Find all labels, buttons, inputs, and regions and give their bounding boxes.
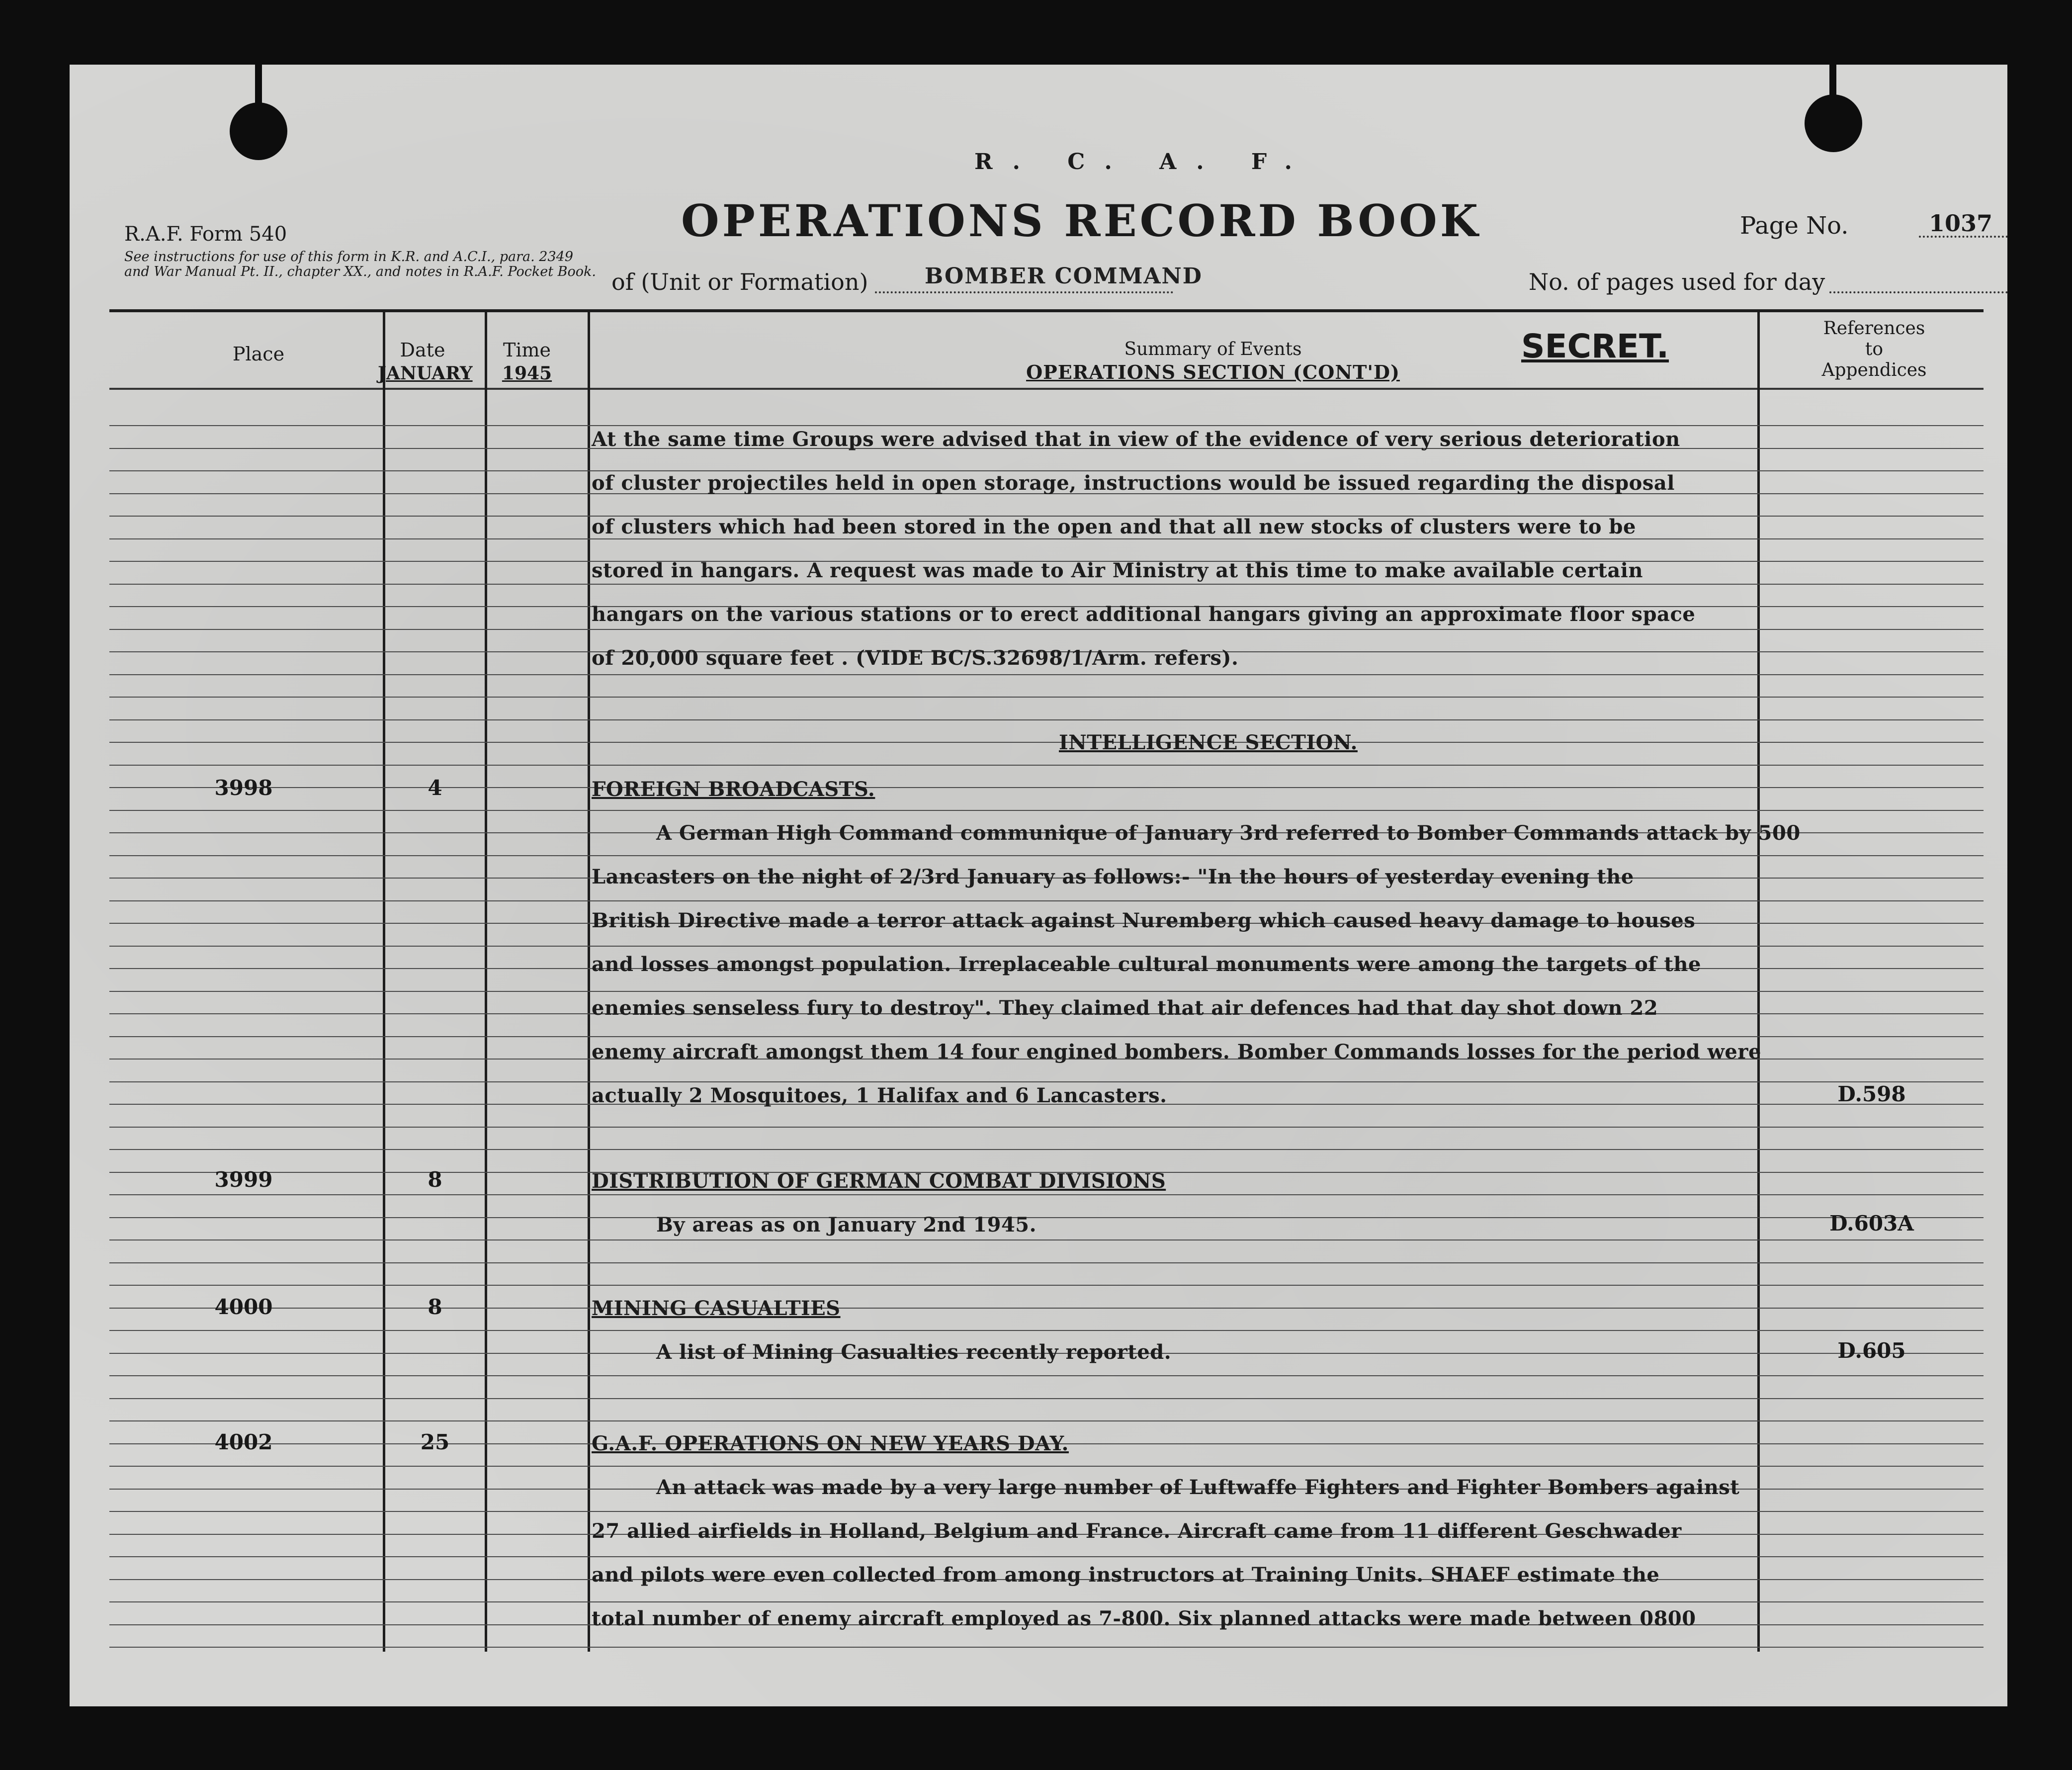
entry-line: A German High Command communique of January 3rd referred to Bomber Commands attack by 500 [656,821,1801,845]
entry-reference: D.605 [1837,1338,1906,1363]
column-header-time: Time [503,339,551,361]
entry-line: By areas as on January 2nd 1945. [656,1213,1037,1237]
entry-place: 4002 [214,1430,273,1454]
column-header-date-month: JANUARY [378,363,473,384]
column-header-summary: Summary of Events [1124,339,1302,359]
ruled-line [109,742,1984,743]
entry-heading: DISTRIBUTION OF GERMAN COMBAT DIVISIONS [592,1169,1166,1193]
unit-label: of (Unit or Formation) [611,268,868,295]
ruled-line [109,1285,1984,1286]
pages-used-dotted-line [1829,291,2007,293]
summary-line: of cluster projectiles held in open storage, instructions would be issued regarding the disposal [592,471,1675,495]
page-number-label: Page No. [1740,212,1849,240]
ruled-line [109,946,1984,947]
ruled-line [109,584,1984,585]
ruled-line [109,1194,1984,1195]
raf-top-label: R. C. A. F. [974,149,1312,175]
entry-place: 3999 [214,1167,273,1192]
entry-place: 4000 [214,1295,273,1319]
ruled-line [109,1420,1984,1421]
entry-heading: G.A.F. OPERATIONS ON NEW YEARS DAY. [592,1432,1069,1455]
ruled-line [109,765,1984,766]
entry-line: actually 2 Mosquitoes, 1 Halifax and 6 Lancasters. [592,1084,1167,1107]
page-number-value: 1037 [1929,210,1993,237]
entry-reference: D.598 [1837,1082,1906,1106]
ruled-line [109,1647,1984,1648]
ruled-line [109,1036,1984,1037]
ruled-line [109,1398,1984,1399]
entry-line: total number of enemy aircraft employed as 7-800. Six planned attacks were made between 0800 [592,1607,1696,1630]
page-number-dotted-line [1919,236,2007,238]
entry-line: and losses amongst population. Irreplaceable cultural monuments were among the targets of the [592,953,1701,976]
column-header-references-line-2: to [1865,339,1884,359]
column-header-time-year: 1945 [502,363,552,384]
column-divider-time-summary [588,309,590,1652]
entry-heading: FOREIGN BROADCASTS. [592,778,875,801]
ruled-line [109,1375,1984,1376]
summary-line: At the same time Groups were advised that in view of the evidence of very serious deterioration [592,428,1680,451]
record-sheet [70,65,2007,1706]
column-divider-place-date [383,309,385,1652]
column-header-summary-section: OPERATIONS SECTION (CONT'D) [1026,361,1400,383]
table-header-divider [109,388,1984,390]
entry-date: 25 [420,1430,450,1454]
ruled-line [109,1262,1984,1263]
entry-reference: D.603A [1829,1211,1914,1236]
ruled-line [109,1239,1984,1240]
ruled-line [109,855,1984,856]
entry-line: Lancasters on the night of 2/3rd January as follows:- "In the hours of yesterday evening the [592,865,1634,888]
entry-date: 4 [428,776,442,800]
column-header-place: Place [232,343,285,365]
column-header-references-line-1: References [1823,318,1925,339]
ruled-line [109,810,1984,811]
pages-used-label: No. of pages used for day [1529,268,1825,295]
ruled-line [109,719,1984,720]
entry-line: and pilots were even collected from among instructors at Training Units. SHAEF estimate the [592,1563,1660,1587]
entry-line: British Directive made a terror attack against Nuremberg which caused heavy damage to houses [592,909,1696,932]
page-title: OPERATIONS RECORD BOOK [681,195,1481,247]
entry-heading: MINING CASUALTIES [592,1297,841,1320]
unit-value: BOMBER COMMAND [925,264,1203,289]
ruled-line [109,1217,1984,1218]
column-divider-summary-refs [1757,309,1760,1652]
summary-line: hangars on the various stations or to erect additional hangars giving an approximate floor space [592,603,1696,626]
intelligence-section-heading: INTELLIGENCE SECTION. [1059,731,1358,754]
summary-line: stored in hangars. A request was made to Air Ministry at this time to make available certain [592,559,1643,582]
entry-line: An attack was made by a very large number of Luftwaffe Fighters and Fighter Bombers against [656,1476,1740,1499]
entry-place: 3998 [214,776,273,800]
column-header-references [1770,318,1979,381]
ruled-line [109,1601,1984,1602]
ruled-line [109,629,1984,630]
entry-date: 8 [428,1295,442,1319]
column-divider-date-time [485,309,487,1652]
ruled-line [109,900,1984,901]
ruled-line [109,674,1984,675]
ruled-line [109,1081,1984,1082]
summary-line: of clusters which had been stored in the open and that all new stocks of clusters were to be [592,515,1636,538]
ruled-line [109,1330,1984,1331]
entry-line: A list of Mining Casualties recently reported. [656,1340,1172,1364]
ruled-line [109,425,1984,426]
ruled-line [109,1127,1984,1128]
column-header-date: Date [400,339,445,361]
ruled-line [109,538,1984,539]
ruled-line [109,1511,1984,1512]
form-instructions: See instructions for use of this form in K.R. and A.C.I., para. 2349 and War Manual Pt. II., chapter XX., and notes in R.A.F. Pocket Book. [124,249,596,279]
binder-hole-right [1805,94,1862,152]
column-header-references-line-3: Appendices [1821,360,1927,380]
ruled-line [109,991,1984,992]
form-name: R.A.F. Form 540 [124,223,287,246]
entry-date: 8 [428,1167,442,1192]
ruled-line [109,1149,1984,1150]
ruled-line [109,1466,1984,1467]
binder-hole-left [230,102,287,160]
entry-line: enemy aircraft amongst them 14 four engined bombers. Bomber Commands losses for the period were [592,1040,1761,1063]
entry-line: 27 allied airfields in Holland, Belgium and France. Aircraft came from 11 different Geschwader [592,1519,1682,1543]
summary-line: of 20,000 square feet . (VIDE BC/S.32698/1/Arm. refers). [592,646,1239,670]
secret-stamp: SECRET. [1521,327,1669,365]
ruled-line [109,1556,1984,1557]
unit-dotted-line [875,291,1173,293]
entry-line: enemies senseless fury to destroy". They claimed that air defences had that day shot down 22 [592,996,1658,1020]
ruled-line [109,697,1984,698]
table-top-border [109,309,1984,312]
